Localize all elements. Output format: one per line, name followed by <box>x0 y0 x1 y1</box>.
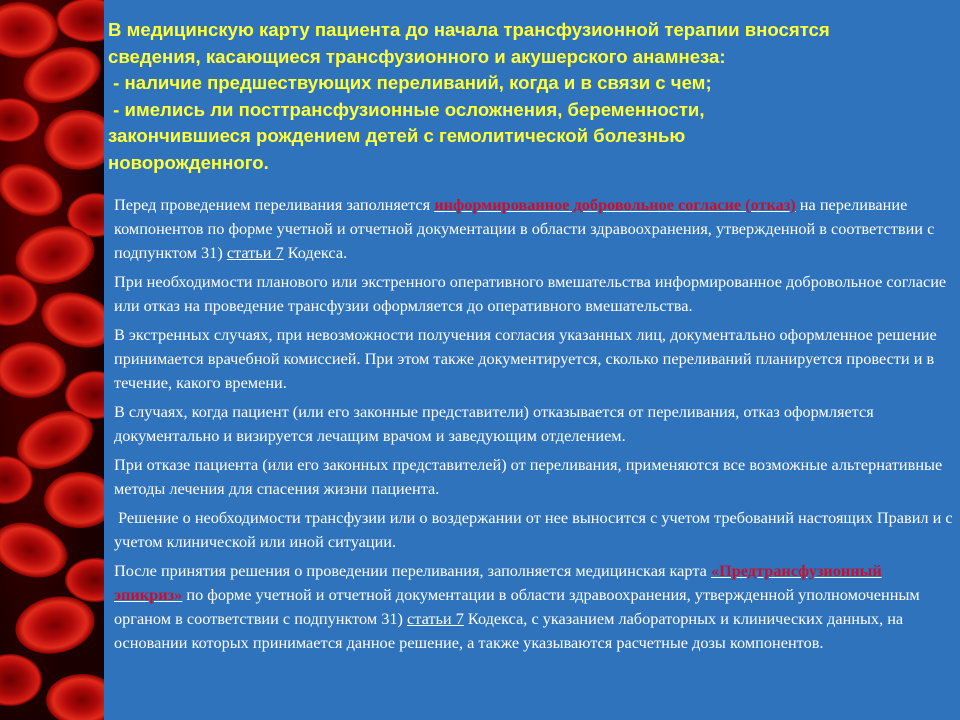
slide-heading <box>108 17 954 176</box>
epicrisis-highlight: «Предтрансфузионный эпикриз» <box>114 561 882 604</box>
heading-line: закончившиеся рождением детей с гемолитической болезнью <box>108 125 686 146</box>
blood-cells-image <box>0 0 104 720</box>
paragraph-alternatives: При отказе пациента (или его законных представителей) от переливания, применяются все возможные альтернативные методы лечения для спасения жизни пациента. <box>114 453 954 501</box>
paragraph-text: Кодекса, с указанием лабораторных и клинических данных, на основании которых принимается данное решение, а также указываются расчетные дозы компонентов. <box>114 609 904 652</box>
informed-consent-highlight: информированное добровольное согласие (отказ) <box>434 195 796 214</box>
paragraph-text: по форме учетной и отчетной документации в области здравоохранения, утвержденной уполномоченным органом в соответствии с подпунктом 31) <box>114 585 920 628</box>
article-7-link[interactable]: статьи 7 <box>226 243 284 262</box>
paragraph-consent <box>114 193 954 265</box>
paragraph-epicrisis <box>114 559 954 655</box>
heading-line: сведения, касающиеся трансфузионного и акушерского анамнеза: <box>108 45 726 67</box>
paragraph-text: на переливание компонентов по форме учетной и отчетной документации в области здравоохранения, утвержденной в соответствии с подпунктом 31) <box>114 195 935 262</box>
paragraph-planned-surgery: При необходимости планового или экстренного оперативного вмешательства информированное добровольное согласие или отказ на проведение трансфузии оформляется до оперативного вмешательства. <box>114 270 954 318</box>
slide-content <box>104 0 960 720</box>
paragraph-text: После принятия решения о проведении переливания, заполняется медицинская карта <box>114 561 711 580</box>
paragraph-refusal: В случаях, когда пациент (или его законные представители) отказывается от переливания, отказ оформляется документально и визируется лечащим врачом и заведующим отделением. <box>114 400 954 448</box>
heading-line: В медицинскую карту пациента до начала трансфузионной терапии вносятся <box>108 19 830 40</box>
article-7-link[interactable]: статьи 7 <box>407 609 464 628</box>
paragraph-emergency: В экстренных случаях, при невозможности получения согласия указанных лиц, документально оформленное решение принимается врачебной комиссией. При этом также документируется, сколько переливаний планируется провести и в течение, какого времени. <box>114 323 954 395</box>
heading-line: - наличие предшествующих переливаний, когда и в связи с чем; <box>108 72 712 93</box>
heading-line: новорожденного. <box>108 151 269 173</box>
blood-cells-illustration <box>0 0 104 720</box>
blood-cell-group <box>0 0 104 720</box>
body-paragraphs <box>114 193 957 655</box>
heading-line: - имелись ли посттрансфузионные осложнения, беременности, <box>108 98 705 120</box>
paragraph-text: Перед проведением переливания заполняется <box>114 195 435 214</box>
paragraph-decision: Решение о необходимости трансфузии или о воздержании от нее выносится с учетом требований настоящих Правил и с учетом клинической или иной ситуации. <box>114 506 954 554</box>
paragraph-text: Кодекса. <box>283 243 348 262</box>
